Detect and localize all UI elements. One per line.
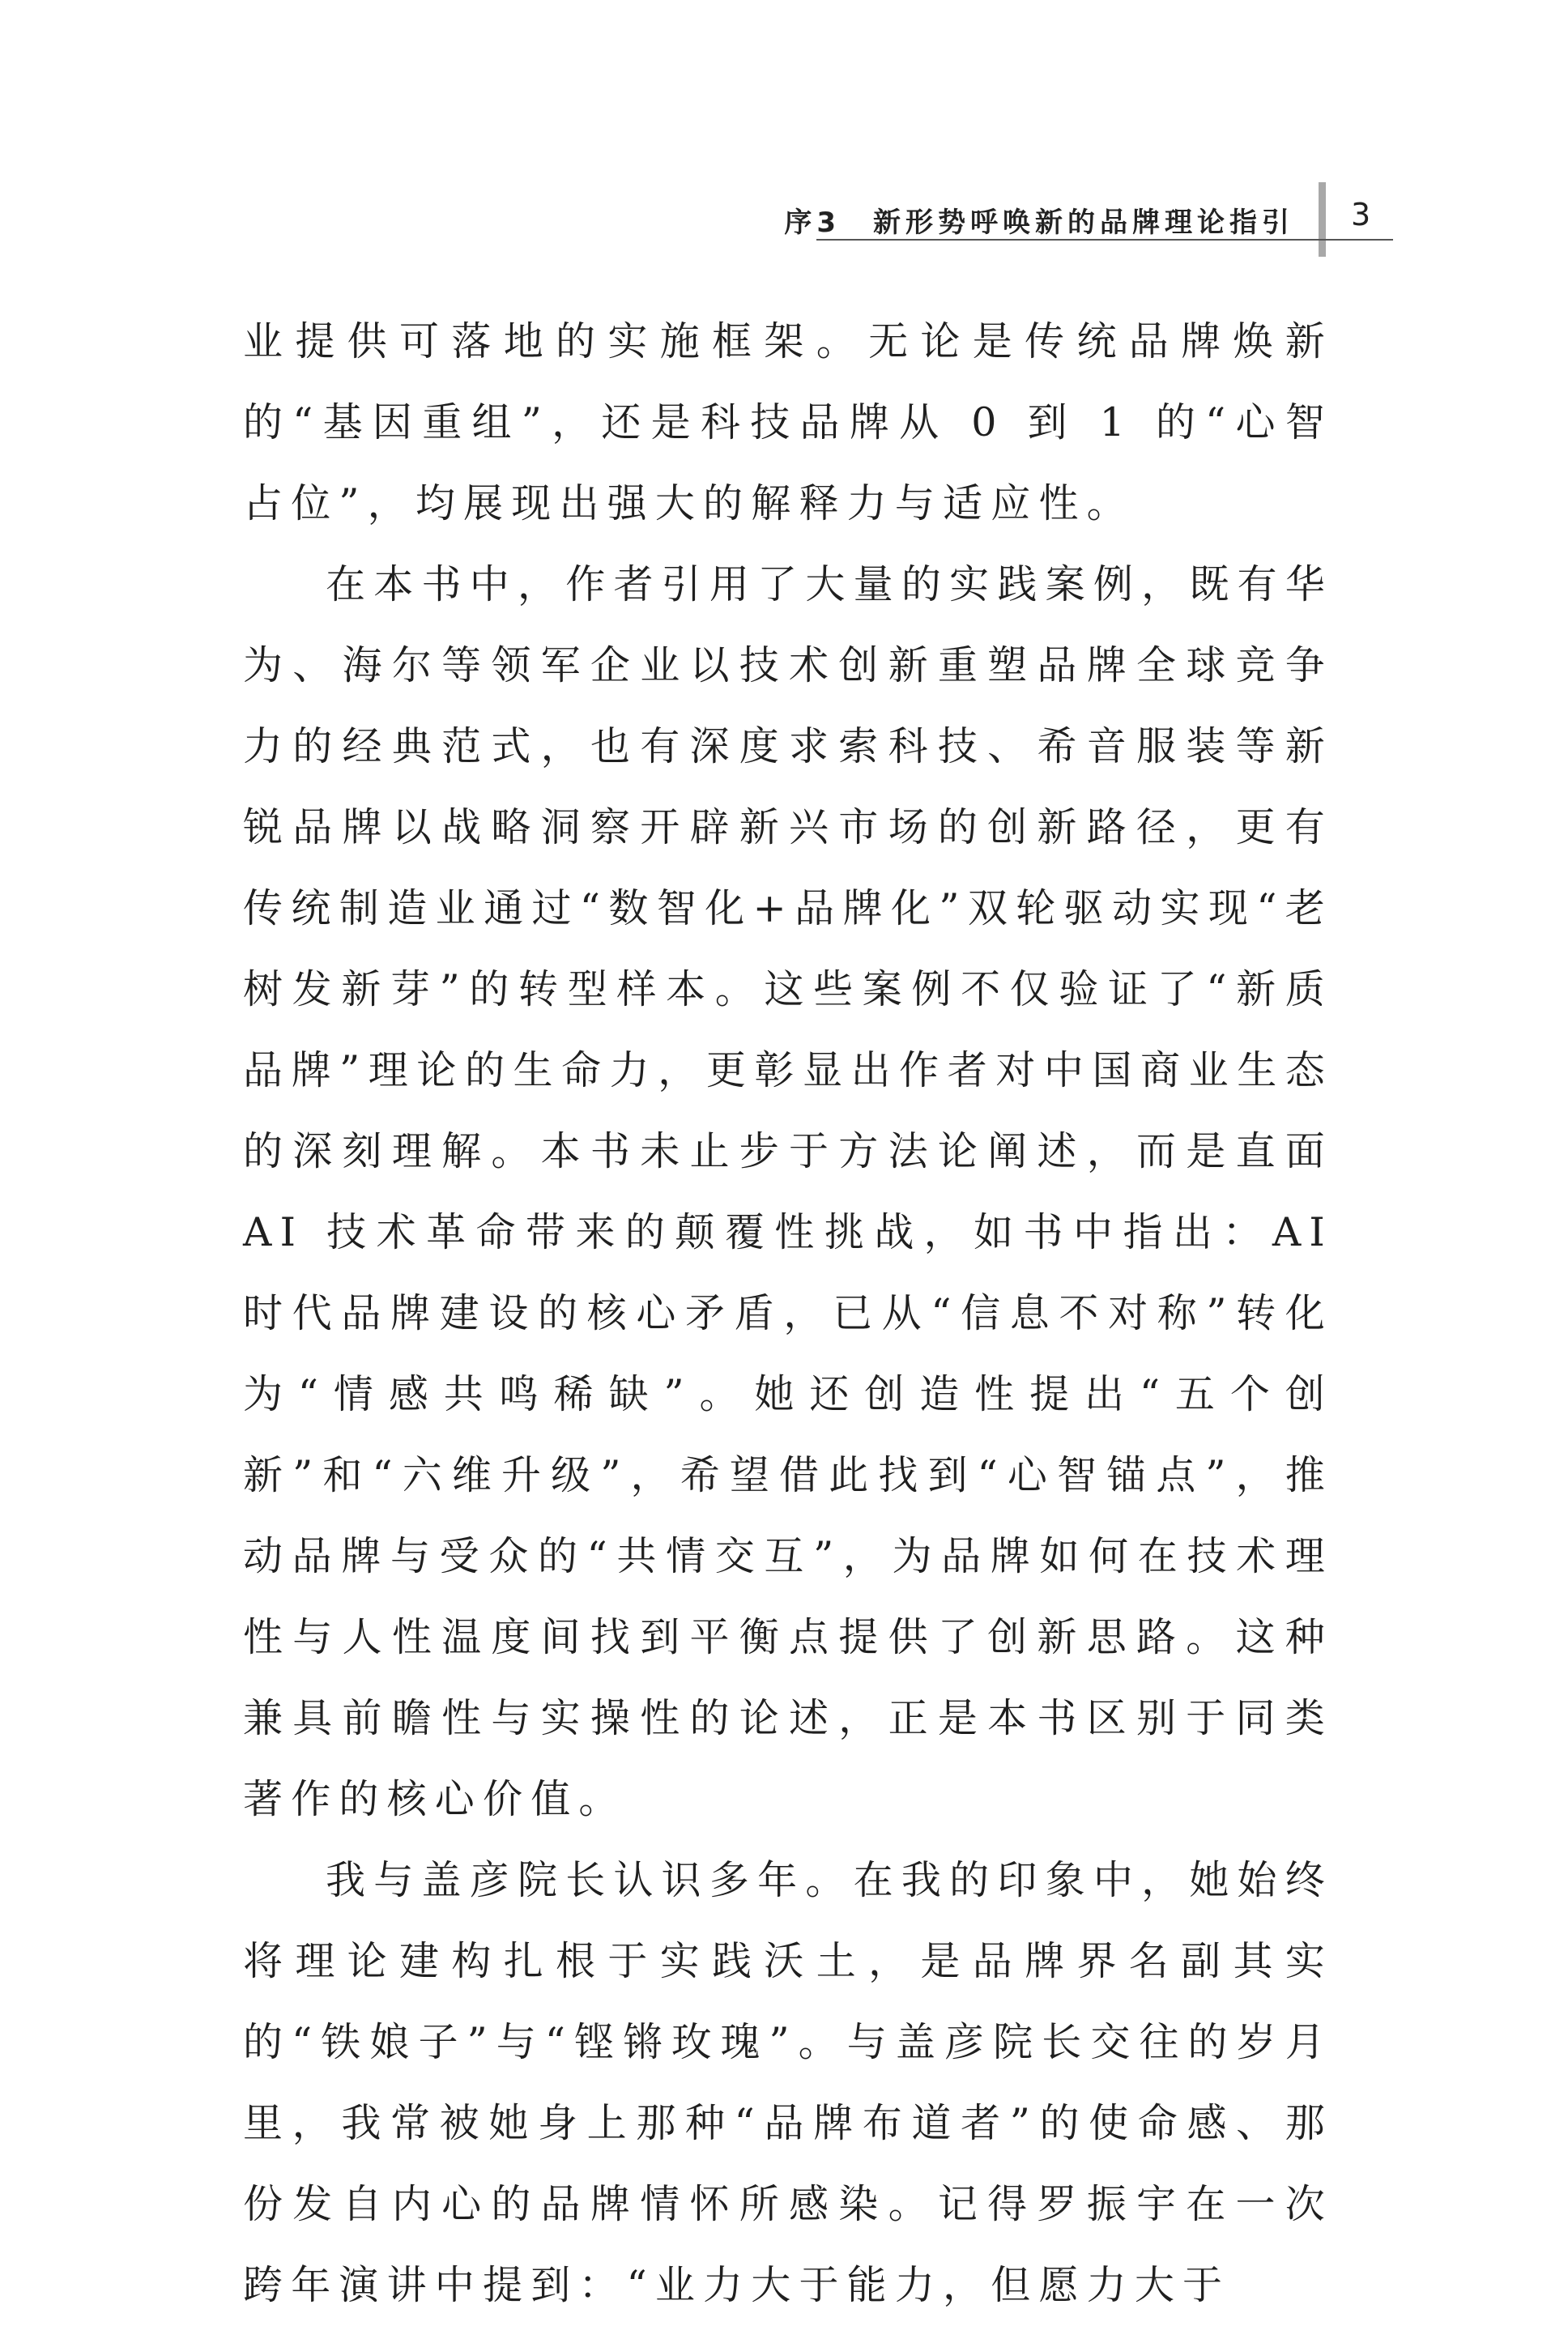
running-title: 序3 新形势呼唤新的品牌理论指引 — [784, 207, 1294, 239]
page-number: 3 — [1351, 197, 1371, 232]
header-divider-bar — [1319, 182, 1326, 257]
body-text — [243, 301, 1333, 2326]
header-rule — [816, 239, 1393, 241]
paragraph: 我与盖彦院长认识多年。在我的印象中，她始终将理论建构扎根于实践沃土，是品牌界名副其实的“铁娘子”与“铿锵玫瑰”。与盖彦院长交往的岁月里，我常被她身上那种“品牌布道者”的使命感、那份发自内心的品牌情怀所感染。记得罗振宇在一次跨年演讲中提到：“业力大于能力，但愿力大于 — [243, 1857, 1333, 2308]
paragraph: 在本书中，作者引用了大量的实践案例，既有华为、海尔等领军企业以技术创新重塑品牌全球竞争力的经典范式，也有深度求索科技、希音服装等新锐品牌以战略洞察开辟新兴市场的创新路径，更有传统制造业通过“数智化+品牌化”双轮驱动实现“老树发新芽”的转型样本。这些案例不仅验证了“新质品牌”理论的生命力，更彰显出作者对中国商业生态的深刻理解。本书未止步于方法论阐述，而是直面 AI 技术革命带来的颠覆性挑战，如书中指出：AI 时代品牌建设的核心矛盾，已从“信息不对称”转化为“情感共鸣稀缺”。她还创造性提出“五个创新”和“六维升级”，希望借此找到“心智锚点”，推动品牌与受众的“共情交互”，为品牌如何在技术理性与人性温度间找到平衡点提供了创新思路。这种兼具前瞻性与实操性的论述，正是本书区别于同类著作的核心价值。 — [243, 561, 1333, 1822]
paragraph: 业提供可落地的实施框架。无论是传统品牌焕新的“基因重组”，还是科技品牌从 0 到 1 的“心智占位”，均展现出强大的解释力与适应性。 — [243, 318, 1333, 526]
running-header — [784, 182, 1393, 239]
